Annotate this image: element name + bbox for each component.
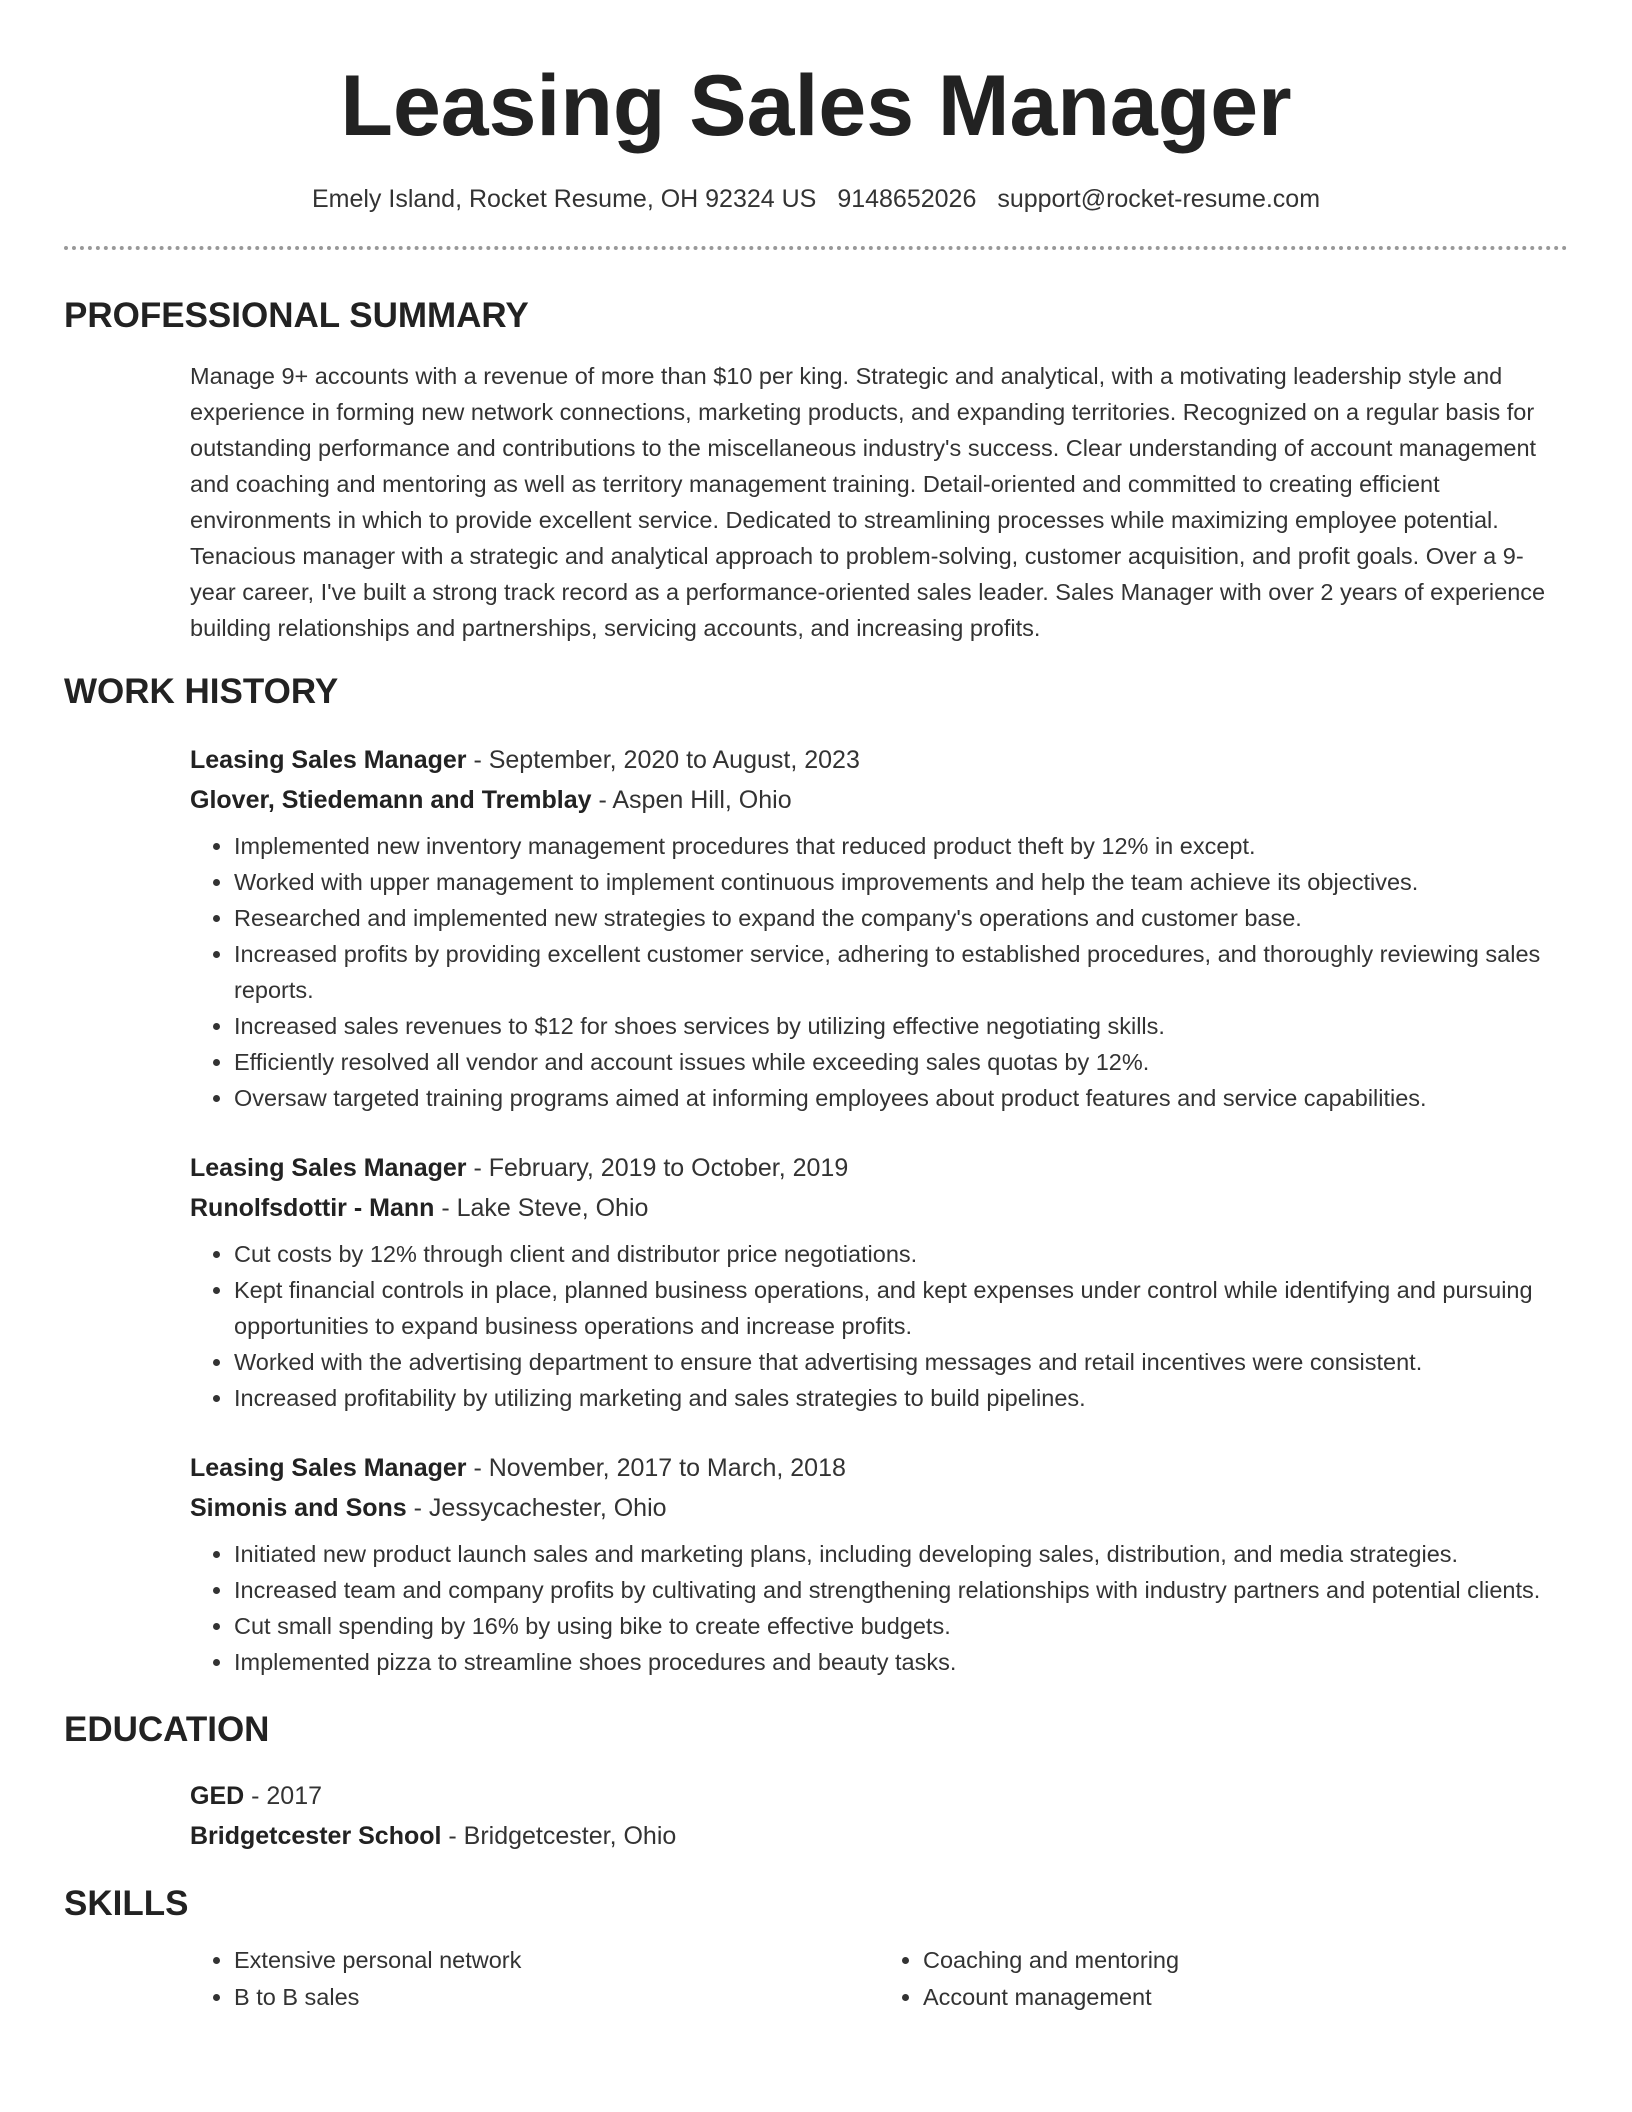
job-bullet: • Implemented pizza to streamline shoes procedures and beauty tasks.: [234, 1644, 1568, 1680]
education-school-line: [190, 1816, 1568, 1856]
job-entry: [190, 1448, 1568, 1680]
job-bullet: • Cut small spending by 16% by using bike to create effective budgets.: [234, 1608, 1568, 1644]
job-bullet: • Increased sales revenues to $12 for shoes services by utilizing effective negotiating skills.: [234, 1008, 1568, 1044]
job-location: - Jessycachester, Ohio: [406, 1494, 667, 1522]
job-bullet: • Increased profitability by utilizing marketing and sales strategies to build pipelines.: [234, 1380, 1568, 1416]
education-year: - 2017: [244, 1782, 323, 1810]
education-location: - Bridgetcester, Ohio: [441, 1822, 677, 1850]
skills-column-left: [190, 1942, 879, 2016]
job-bullet: • Researched and implemented new strategies to expand the company's operations and customer base.: [234, 900, 1568, 936]
job-entry: [190, 1148, 1568, 1416]
skill-item: • Account management: [923, 1979, 1568, 2016]
job-bullets: [190, 1536, 1568, 1680]
skills-column-right: [879, 1942, 1568, 2016]
summary-text: Manage 9+ accounts with a revenue of more than $10 per king. Strategic and analytical, with a motivating leadership style and experience in forming new network connections, marketing products, and expanding territories. Recognized on a regular basis for outstanding performance and contributions to the miscellaneous industry's success. Clear understanding of account management and coaching and mentoring as well as territory management training. Detail-oriented and committed to creating efficient environments in which to provide excellent service. Dedicated to streamlining processes while maximizing employee potential. Tenacious manager with a strategic and analytical approach to problem-solving, customer acquisition, and profit goals. Over a 9-year career, I've built a strong track record as a performance-oriented sales leader. Sales Manager with over 2 years of experience building relationships and partnerships, servicing accounts, and increasing profits.: [190, 363, 1546, 641]
education-degree: GED: [190, 1782, 245, 1810]
job-bullet: • Worked with the advertising department to ensure that advertising messages and retail incentives were consistent.: [234, 1344, 1568, 1380]
job-entry: [190, 740, 1568, 1116]
job-company: Runolfsdottir - Mann: [190, 1194, 435, 1222]
job-bullets: [190, 1236, 1568, 1416]
job-bullet: • Kept financial controls in place, planned business operations, and kept expenses under control while identifying and pursuing opportunities to expand business operations and increase profits.: [234, 1272, 1568, 1344]
contact-address: Emely Island, Rocket Resume, OH 92324 US: [311, 185, 817, 213]
job-bullet: • Worked with upper management to implement continuous improvements and help the team achieve its objectives.: [234, 864, 1568, 900]
job-dates: - November, 2017 to March, 2018: [466, 1454, 846, 1482]
job-bullets: [190, 828, 1568, 1116]
job-role: Leasing Sales Manager: [190, 746, 467, 774]
header-divider: [64, 246, 1568, 250]
job-role-line: [190, 740, 1568, 780]
skill-item: • Extensive personal network: [234, 1942, 879, 1979]
job-company-line: [190, 1188, 1568, 1228]
job-role: Leasing Sales Manager: [190, 1154, 467, 1182]
job-company-line: [190, 1488, 1568, 1528]
job-location: - Aspen Hill, Ohio: [591, 786, 792, 814]
job-role-line: [190, 1148, 1568, 1188]
education-degree-line: [190, 1776, 1568, 1816]
section-title-skills: SKILLS: [64, 1884, 189, 1923]
education-school: Bridgetcester School: [190, 1822, 442, 1850]
contact-line: [64, 182, 1568, 216]
job-bullet: • Cut costs by 12% through client and distributor price negotiations.: [234, 1236, 1568, 1272]
skill-item: • Coaching and mentoring: [923, 1942, 1568, 1979]
job-bullet: • Increased profits by providing excellent customer service, adhering to established procedures, and thoroughly reviewing sales reports.: [234, 936, 1568, 1008]
job-bullet: • Increased team and company profits by cultivating and strengthening relationships with industry partners and potential clients.: [234, 1572, 1568, 1608]
education-entry: [190, 1776, 1568, 1856]
contact-phone: 9148652026: [837, 185, 977, 213]
job-bullet: • Oversaw targeted training programs aimed at informing employees about product features and service capabilities.: [234, 1080, 1568, 1116]
job-company: Simonis and Sons: [190, 1494, 407, 1522]
skills-grid: [190, 1942, 1568, 2016]
job-dates: - September, 2020 to August, 2023: [466, 746, 860, 774]
job-role-line: [190, 1448, 1568, 1488]
section-title-education: EDUCATION: [64, 1710, 270, 1749]
job-company-line: [190, 780, 1568, 820]
job-role: Leasing Sales Manager: [190, 1454, 467, 1482]
section-title-work-history: WORK HISTORY: [64, 672, 339, 711]
job-bullet: • Efficiently resolved all vendor and account issues while exceeding sales quotas by 12%.: [234, 1044, 1568, 1080]
resume-name: Leasing Sales Manager: [340, 58, 1292, 154]
job-location: - Lake Steve, Ohio: [434, 1194, 649, 1222]
skill-item: • B to B sales: [234, 1979, 879, 2016]
contact-email: support@rocket-resume.com: [997, 185, 1321, 213]
job-bullet: • Implemented new inventory management procedures that reduced product theft by 12% in except.: [234, 828, 1568, 864]
job-company: Glover, Stiedemann and Tremblay: [190, 786, 592, 814]
section-title-summary: PROFESSIONAL SUMMARY: [64, 296, 529, 335]
job-bullet: • Initiated new product launch sales and marketing plans, including developing sales, distribution, and media strategies.: [234, 1536, 1568, 1572]
job-dates: - February, 2019 to October, 2019: [466, 1154, 849, 1182]
